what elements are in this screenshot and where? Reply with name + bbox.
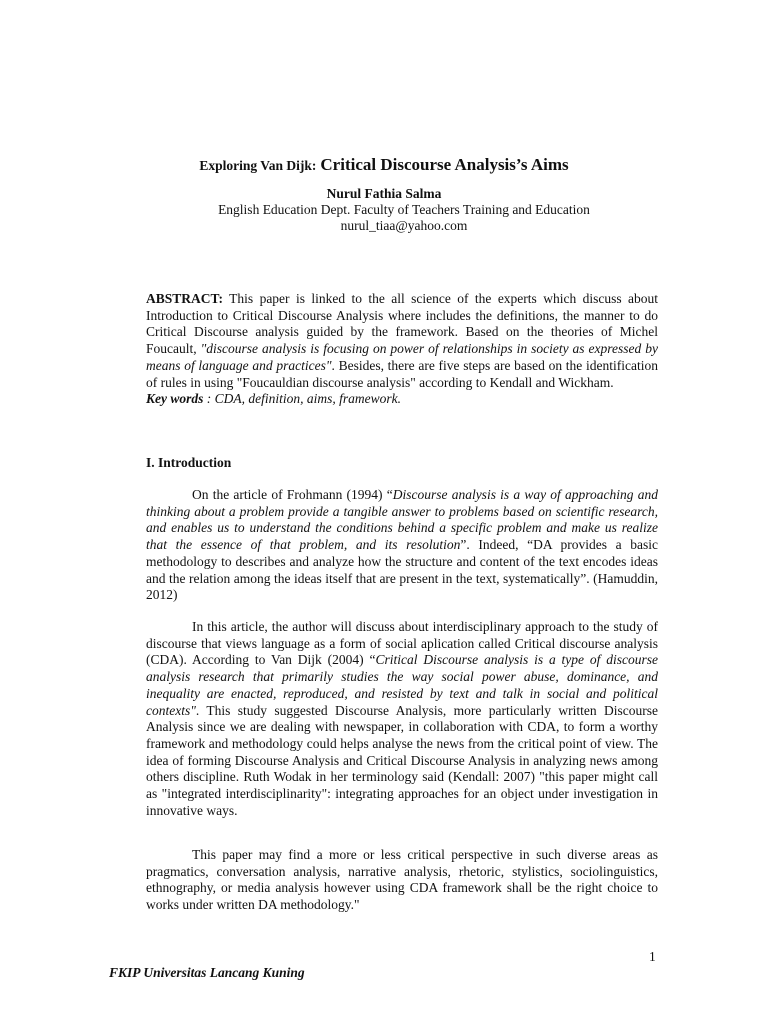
- title-prefix: Exploring Van Dijk:: [199, 158, 317, 173]
- p1-text-a: On the article of Frohmann (1994) “: [192, 487, 393, 502]
- paragraph-1: [146, 487, 658, 604]
- page-footer: FKIP Universitas Lancang Kuning: [109, 965, 305, 980]
- paper-title: [0, 154, 768, 177]
- paragraph-2: [146, 619, 658, 819]
- p2-quote: Critical Discourse analysis is a type of discourse analysis research that primarily studies the way social power abuse, dominance, and inequality are enacted, reproduced, and resisted by text and talk in social and political contexts": [146, 652, 658, 718]
- paragraph-3: [146, 847, 658, 914]
- p1-quote: Discourse analysis is a way of approaching and thinking about a problem provide a tangible answer to problems based on scientific research, and enables us to understand the conditions behind a specific problem and make us realize that the essence of that problem, and its resolution: [146, 487, 658, 553]
- title-main: Critical Discourse Analysis’s Aims: [320, 155, 569, 174]
- affiliation: English Education Dept. Faculty of Teachers Training and Education: [218, 202, 590, 217]
- abstract: [146, 291, 658, 408]
- p3-text: This paper may find a more or less critical perspective in such diverse areas as pragmatics, conversation analysis, narrative analysis, rhetoric, stylistics, sociolinguistics, ethnography, or media analysis however using CDA framework shall be the right choice to works under written DA methodology.": [146, 847, 658, 913]
- keywords-label: Key words: [146, 391, 204, 407]
- page-number: 1: [649, 949, 656, 964]
- abstract-label: ABSTRACT:: [146, 291, 224, 306]
- author-name: Nurul Fathia Salma: [326, 186, 442, 201]
- p1-text-b: ”. Indeed, “DA provides a basic methodology to describes and analyze how the structure and content of the text encodes ideas and the relation among the ideas itself that are present in the text, systematically”. (Hamuddin, 2012): [146, 537, 658, 603]
- abstract-text-1: This paper is linked to the all science of the experts which discuss about Introduction to Critical Discourse Analysis where includes the definitions, the manner to do Critical Discourse analysis guided by the framework. Based on the theories of Michel Foucault,: [146, 291, 658, 357]
- p2-text-a: In this article, the author will discuss about interdisciplinary approach to the study of discourse that views language as a form of social aplication called Critical discourse analysis (CDA). According to Van Dijk (2004) “: [146, 619, 658, 668]
- author-affiliation-block: [0, 202, 768, 234]
- abstract-text-2: . Besides, there are five steps are based on the identification of rules in using "Foucauldian discourse analysis" according to Kendall and Wickham.: [146, 357, 658, 390]
- section-heading-introduction: I. Introduction: [146, 455, 232, 470]
- keywords-text: : CDA, definition, aims, framework.: [206, 391, 401, 407]
- abstract-quote: "discourse analysis is focusing on power of relationships in society as expressed by means of language and practices": [146, 341, 658, 373]
- email: nurul_tiaa@yahoo.com: [340, 218, 468, 233]
- p2-text-b: . This study suggested Discourse Analysis, more particularly written Discourse Analysis since we are dealing with newspaper, in collaboration with CDA, to form a worthy framework and methodology could helps analyse the news from the critical point of view. The idea of forming Discourse Analysis and Critical Discourse Analysis in analyzing news among others discipline. Ruth Wodak in her terminology said (Kendall: 2007) "this paper might call as "integrated interdisciplinarity": integrating approaches for an object under investigation in innovative ways.: [146, 702, 658, 818]
- keywords: [146, 391, 658, 408]
